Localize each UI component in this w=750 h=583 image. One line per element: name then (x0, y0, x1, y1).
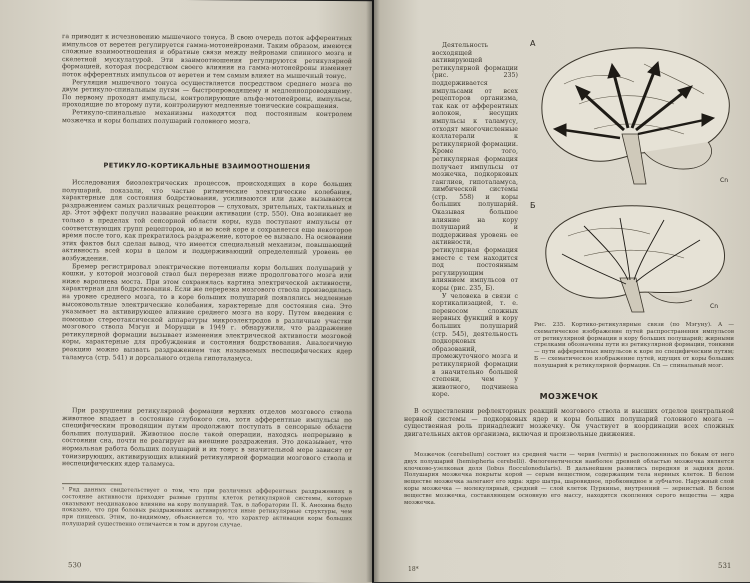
left-paragraph-5: Бремер регистрировал электрические потенциалы коры больших полушарий у кошки, у которой мозговой ствол был перерезан ниже продолговатого мозга или ниже варолиева моста. При этом сохранялась картина электрической активности, характерная для бодрствования. Если же перерезка мозгового ствола производилась на уровне среднего мозга, то в коре больших полушарий появлялись медленные высоковольтные электрические колебания, характерные для состояния сна. Это указывает на активирующее влияние среднего мозга на кору. Путем введения с помощью стереотаксической аппаратуры микроэлектродов в различные участки мозгового ствола Мэгун и Моруцци в 1949 г. обнаружили, что раздражение ретикулярной формации вызывает изменения электрической активности мозговой коры, характерные для пробуждения и состояния бодрствования. Аналогичную реакцию можно вызвать раздражением так называемых неспецифических ядер таламуса (стр. 541) и дорсального отдела гипоталамуса. (62, 262, 352, 363)
right-small-paragraph: Мозжечок (cerebellum) состоит из средней части — червя (vermis) и расположенных по бокам от него двух полушарий (hemispheria cerebelli). Филогенетически наиболее древней областью мозжечка является клочково-узелковая доля (lobus flocculonodularis). В дальнейшем развились передняя и задняя доли. Полушария мозжечка покрыты корой — серым веществом, содержащим тела нервных клеток. В белом веществе мозжечка залегают его ядра: ядро шатра, шаровидное, пробковидное и зубчатое. Наружный слой коры мозжечка — молекулярный, средний — слой клеток Пуркинье, внутренний — зернистый. В белом веществе мозжечка, составляющем основную его массу, находятся скопления серого вещества — ядра мозжечка. (404, 452, 734, 506)
left-page (0, 0, 372, 583)
left-body-2 (62, 407, 352, 470)
figure-label-a: А (530, 39, 536, 48)
left-paragraph-6: При разрушении ретикулярной формации верхних отделов мозгового ствола животное впадает в состояние глубокого сна, хотя афферентные импульсы по специфическим проводящим путям продолжают поступать в сенсорные области больших полушарий. Животное после такой операции, находясь непрерывно в состоянии сна, почти не реагирует на внешние раздражения. Это доказывает, что нормальная работа больших полушарий и их тонус в значительной мере зависят от тонизирующих, активирующих влияний ретикулярной формации мозгового ствола и неспецифических ядер таламуса. (62, 407, 352, 469)
left-intro (62, 33, 352, 126)
left-paragraph-3: Ретикуло-спинальные механизмы находятся под постоянным контролем мозжечка и коры больших полушарий головного мозга. (62, 109, 352, 125)
figure-caption-text: Рис. 235. Кортико-ретикулярные связи (по Мэгуну). А — схематическое изображение путей распространения импульсов от ретикулярной формации в кору больших полушарий; жирными стрелками обозначены пути из ретикулярной формации, тонкими — пути афферентных импульсов к коре по специфическим путям; Б — схематическое изображение путей, идущих от коры больших полушарий к ретикулярной формации. Cn — спинальный мозг. (534, 322, 734, 369)
figure-caption (534, 322, 734, 370)
left-body (62, 179, 352, 363)
right-paragraph-1: В осуществлении рефлекторных реакций мозгового ствола и высших отделов центральной нервной системы — подкорковых ядер и коры больших полушарий головного мозга — существенная роль принадлежит мозжечку. Он участвует в координации всех сложных двигательных актов организма, включая и произвольные движения. (404, 408, 734, 438)
figure-tag-a: Cn (720, 177, 728, 184)
figure-label-b: Б (530, 201, 536, 210)
right-small-text (404, 452, 734, 506)
figure-tag-b: Cn (710, 303, 718, 310)
left-footnote-text: ¹ Ряд данных свидетельствует о том, что при различных афферентных раздражениях в состояние активности приходят разные группы клеток ретикулярной системы, которые оказывают неодинаковое влияние на кору полушарий. Так, в лаборатории П. К. Анохина было показано, что при болевых раздражениях активируются иные ретикулярные структуры, чем при пищевых. Этим, по-видимому, объясняется то, что характер активации коры больших полушарий существенно отличается в том и другом случае. (62, 487, 352, 529)
left-page-number: 530 (68, 561, 82, 570)
left-footnote (62, 487, 352, 530)
left-intro-paragraph: га приводит к исчезновению мышечного тонуса. В свою очередь поток афферентных импульсов от веретен регулируется гамма-мотонейронами. Таким образом, имеются сложные взаимоотношения и обратные связи между нейронами спинного мозга и скелетной мускулатурой. Эти взаимоотношения регулируются ретикулярной формацией, которая посредством своего влияния на гамма-мотонейроны изменяет поток афферентных импульсов от веретен и тем самым влияет на мышечный тонус. (62, 33, 352, 81)
figure-235a (524, 34, 739, 194)
left-section-heading: РЕТИКУЛО-КОРТИКАЛЬНЫЕ ВЗАИМООТНОШЕНИЯ (103, 161, 311, 171)
left-paragraph-4: Исследования биоэлектрических процессов, происходящих в коре больших полушарий, показали, что частые ритмические электрические колебания, характерные для состояния бодрствования, усиливаются или даже вызываются раздражением самых различных рецепторов — слуховых, зрительных, тактильных и др. Этот эффект получил название реакции активации (стр. 550). Она возникает не только в пределах той сенсорной области коры, куда поступают импульсы от соответствующих групп рецепторов, но и во всей коре и сохраняется еще некоторое время после того, как прекратилось раздражение, которое ее вызвало. На основании этих фактов был сделан вывод, что имеется специальный механизм, повышающий активность всей коры в целом и поддерживающий определенный уровень ее возбуждения. (62, 179, 352, 263)
right-column-paragraph-1: Деятельность восходящей активирующей ретикулярной формации (рис. 235) поддерживается импульсами от всех рецепторов организма, так как от афферентных волокон, несущих импульсы к таламусу, отходят многочисленные коллатерали к ретикулярной формации. Кроме того, ретикулярная формация получает импульсы от мозжечка, подкорковых ганглиев, гипоталамуса, лимбической системы (стр. 558) и коры больших полушарий. Оказывая большое влияние на кору полушарий и поддерживая уровень ее активности, ретикулярная формация вместе с тем находится под постоянным регулирующим влиянием импульсов от коры (рис. 235, Б). (432, 42, 518, 292)
right-section-heading: МОЗЖЕЧОК (539, 392, 599, 401)
right-column-paragraph-2: У человека в связи с кортикализацией, т. е. переносом сложных нервных функций в кору больших полушарий (стр. 545), деятельность подкорковых образований, промежуточного мозга и ретикулярной формации в значительно большей степени, чем у животного, подчинена коре. (432, 292, 518, 399)
right-body (404, 408, 734, 438)
right-page-number: 531 (718, 562, 732, 570)
brain-outline-b (546, 206, 725, 312)
book-gutter (366, 0, 380, 582)
right-column (432, 42, 518, 399)
footnote-rule (62, 483, 122, 484)
signature-mark: 18* (408, 566, 419, 573)
right-page (374, 0, 750, 582)
figure-235b (524, 196, 739, 316)
left-paragraph-2: Регуляция мышечного тонуса осуществляется посредством среднего мозга по двум ретикуло-спинальным путям — быстропроводящему и медленнопроводящему. По первому проходят импульсы, контролирующие альфа-мотонейроны, импульсы, проходящие по второму пути, контролируют медленные тонические сокращения. (62, 78, 352, 111)
